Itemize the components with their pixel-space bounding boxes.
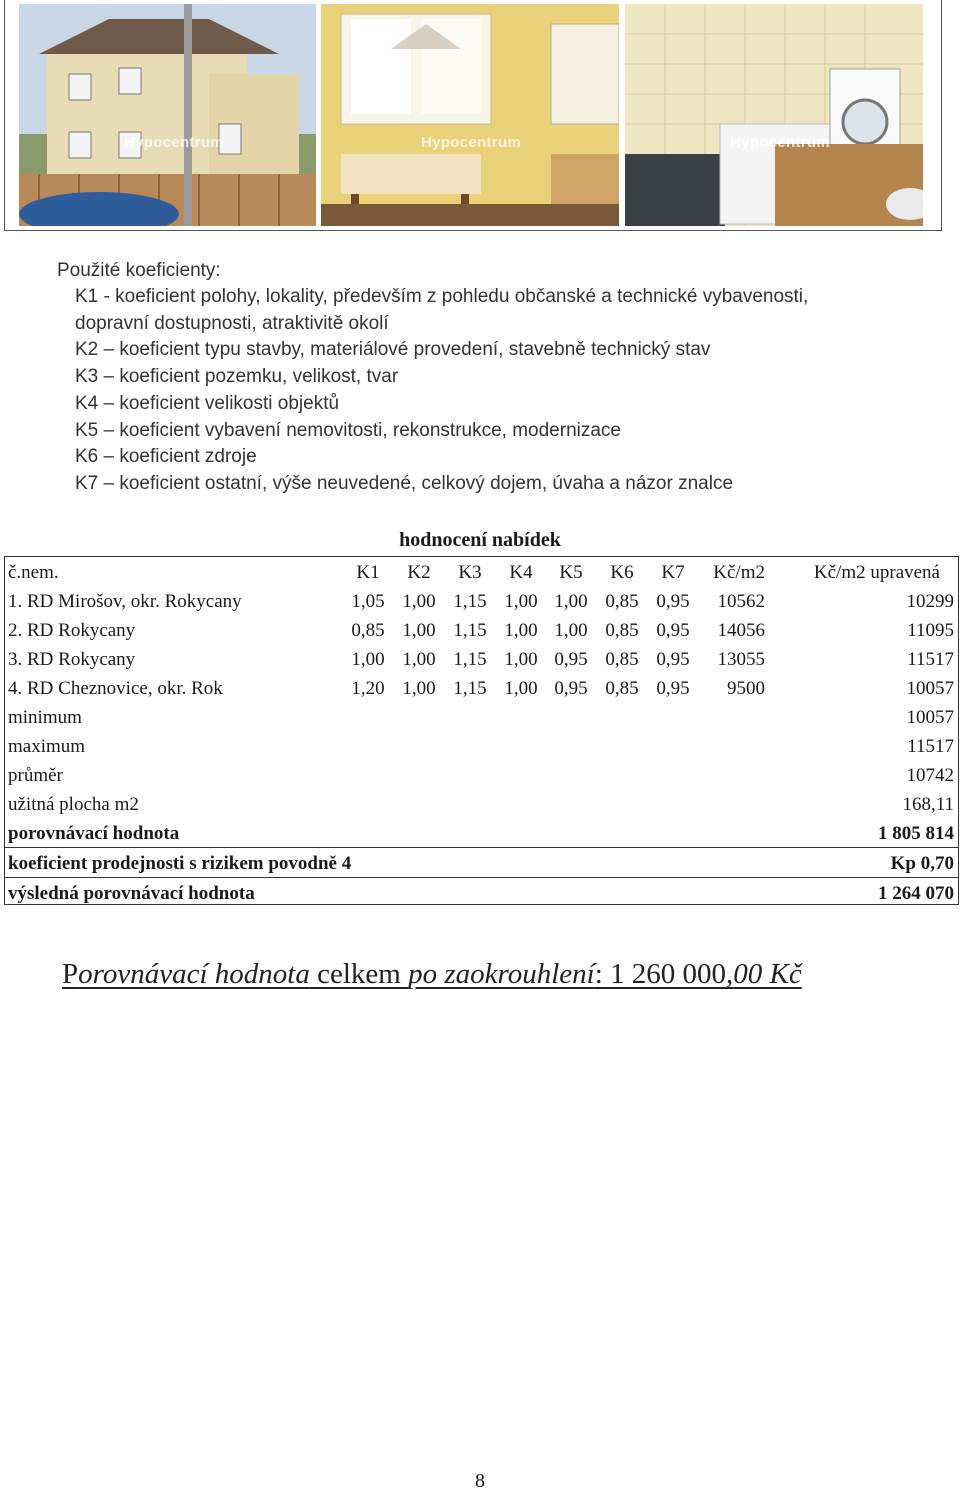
coefficient-item: K3 – koeficient pozemku, velikost, tvar — [75, 366, 399, 388]
cell-k5: 0,95 — [554, 649, 588, 670]
cell-kcm2: 13055 — [717, 649, 765, 670]
table-row — [8, 674, 954, 703]
header-k7: K7 — [661, 562, 685, 583]
cell-kcm2: 14056 — [717, 620, 765, 641]
sellability-label: koeficient prodejnosti s rizikem povodně 4 — [8, 853, 352, 874]
cell-k5: 1,00 — [554, 620, 588, 641]
header-k5: K5 — [559, 562, 583, 583]
stat-row-minimum — [8, 703, 954, 732]
table-row — [8, 616, 954, 645]
stat-row-average — [8, 761, 954, 790]
bathroom-photo — [625, 4, 923, 226]
stat-row-usable-area — [8, 790, 954, 819]
sellability-value: Kp 0,70 — [890, 853, 954, 874]
cell-k1: 1,00 — [351, 649, 385, 670]
cell-kcm2-adjusted: 10057 — [906, 678, 954, 699]
coefficient-item: K5 – koeficient vybavení nemovitosti, rekonstrukce, modernizace — [75, 419, 621, 441]
cell-k3: 1,15 — [453, 591, 487, 612]
stat-label: průměr — [8, 765, 63, 786]
comparative-value-row — [8, 819, 954, 848]
header-k2: K2 — [407, 562, 431, 583]
cell-kcm2: 10562 — [717, 591, 765, 612]
cell-property: 2. RD Rokycany — [8, 620, 136, 641]
cell-kcm2-adjusted: 10299 — [906, 591, 954, 612]
comparative-value-label: porovnávací hodnota — [8, 823, 180, 844]
summary-part: orovnávací hodnota — [78, 958, 310, 990]
cell-k3: 1,15 — [453, 649, 487, 670]
watermark: Hypocentrum — [124, 134, 224, 151]
page-number: 8 — [475, 1470, 485, 1492]
coefficient-item: K2 – koeficient typu stavby, materiálové provedení, stavebně technický stav — [75, 339, 711, 361]
cell-k5: 0,95 — [554, 678, 588, 699]
table-header-row — [8, 558, 954, 587]
coefficients-heading: Použité koeficienty: — [57, 260, 221, 281]
header-cnem: č.nem. — [8, 562, 59, 583]
summary-part: : 1 260 000, — [594, 958, 734, 990]
cell-k7: 0,95 — [656, 649, 690, 670]
cell-k6: 0,85 — [605, 678, 639, 699]
cell-k5: 1,00 — [554, 591, 588, 612]
cell-k2: 1,00 — [402, 678, 436, 699]
cell-k7: 0,95 — [656, 678, 690, 699]
header-k1: K1 — [356, 562, 380, 583]
stat-label: užitná plocha m2 — [8, 794, 139, 815]
final-value-summary — [62, 958, 802, 991]
cell-k6: 0,85 — [605, 591, 639, 612]
stat-label: minimum — [8, 707, 82, 728]
header-kcm2-adjusted: Kč/m2 upravená — [813, 562, 940, 583]
cell-kcm2-adjusted: 11095 — [907, 620, 954, 641]
table-row — [8, 645, 954, 674]
cell-k6: 0,85 — [605, 620, 639, 641]
header-k3: K3 — [458, 562, 482, 583]
table-divider — [4, 877, 959, 878]
cell-k2: 1,00 — [402, 620, 436, 641]
cell-k2: 1,00 — [402, 649, 436, 670]
header-k6: K6 — [610, 562, 634, 583]
stat-value: 168,11 — [902, 794, 954, 815]
cell-k4: 1,00 — [504, 620, 538, 641]
result-label: výsledná porovnávací hodnota — [8, 883, 255, 904]
coefficient-item: K4 – koeficient velikosti objektů — [75, 392, 340, 414]
table-divider — [4, 847, 959, 848]
stat-label: maximum — [8, 736, 86, 757]
coefficient-item: K1 - koeficient polohy, lokality, především z pohledu občanské a technické vybavenosti, — [75, 286, 809, 307]
watermark: Hypocentrum — [730, 134, 830, 151]
kitchen-photo — [321, 4, 619, 226]
stat-value: 11517 — [907, 736, 954, 757]
cell-kcm2: 9500 — [727, 678, 765, 699]
photo-strip — [4, 0, 942, 231]
cell-k3: 1,15 — [453, 620, 487, 641]
cell-k7: 0,95 — [656, 591, 690, 612]
summary-part: celkem — [309, 958, 409, 990]
result-value: 1 264 070 — [878, 883, 954, 904]
cell-k1: 1,20 — [351, 678, 385, 699]
sellability-row — [8, 849, 954, 878]
cell-k1: 0,85 — [351, 620, 385, 641]
cell-k4: 1,00 — [504, 591, 538, 612]
header-k4: K4 — [509, 562, 533, 583]
stat-value: 10057 — [906, 707, 954, 728]
summary-part: P — [62, 958, 79, 990]
cell-k6: 0,85 — [605, 649, 639, 670]
cell-k7: 0,95 — [656, 620, 690, 641]
cell-property: 1. RD Mirošov, okr. Rokycany — [8, 591, 242, 612]
cell-kcm2-adjusted: 11517 — [907, 649, 954, 670]
cell-property: 3. RD Rokycany — [8, 649, 136, 670]
cell-k3: 1,15 — [453, 678, 487, 699]
watermark: Hypocentrum — [421, 134, 521, 151]
coefficient-item: dopravní dostupnosti, atraktivitě okolí — [75, 312, 389, 334]
result-row — [8, 879, 954, 908]
coefficient-item: K7 – koeficient ostatní, výše neuvedené, celkový dojem, úvaha a názor znalce — [75, 472, 734, 494]
coefficients-section — [57, 258, 937, 498]
summary-part: po zaokrouhlení — [408, 958, 595, 990]
cell-k1: 1,05 — [351, 591, 385, 612]
table-title: hodnocení nabídek — [399, 529, 561, 551]
stat-row-maximum — [8, 732, 954, 761]
cell-k4: 1,00 — [504, 649, 538, 670]
header-kcm2: Kč/m2 — [713, 562, 765, 583]
house-exterior-photo — [19, 4, 316, 226]
summary-part: 00 Kč — [733, 958, 802, 990]
cell-k2: 1,00 — [402, 591, 436, 612]
coefficient-item: K6 – koeficient zdroje — [75, 446, 257, 468]
stat-value: 10742 — [906, 765, 954, 786]
cell-k4: 1,00 — [504, 678, 538, 699]
cell-property: 4. RD Cheznovice, okr. Rok — [8, 678, 223, 699]
comparative-value: 1 805 814 — [878, 823, 954, 844]
table-row — [8, 587, 954, 616]
